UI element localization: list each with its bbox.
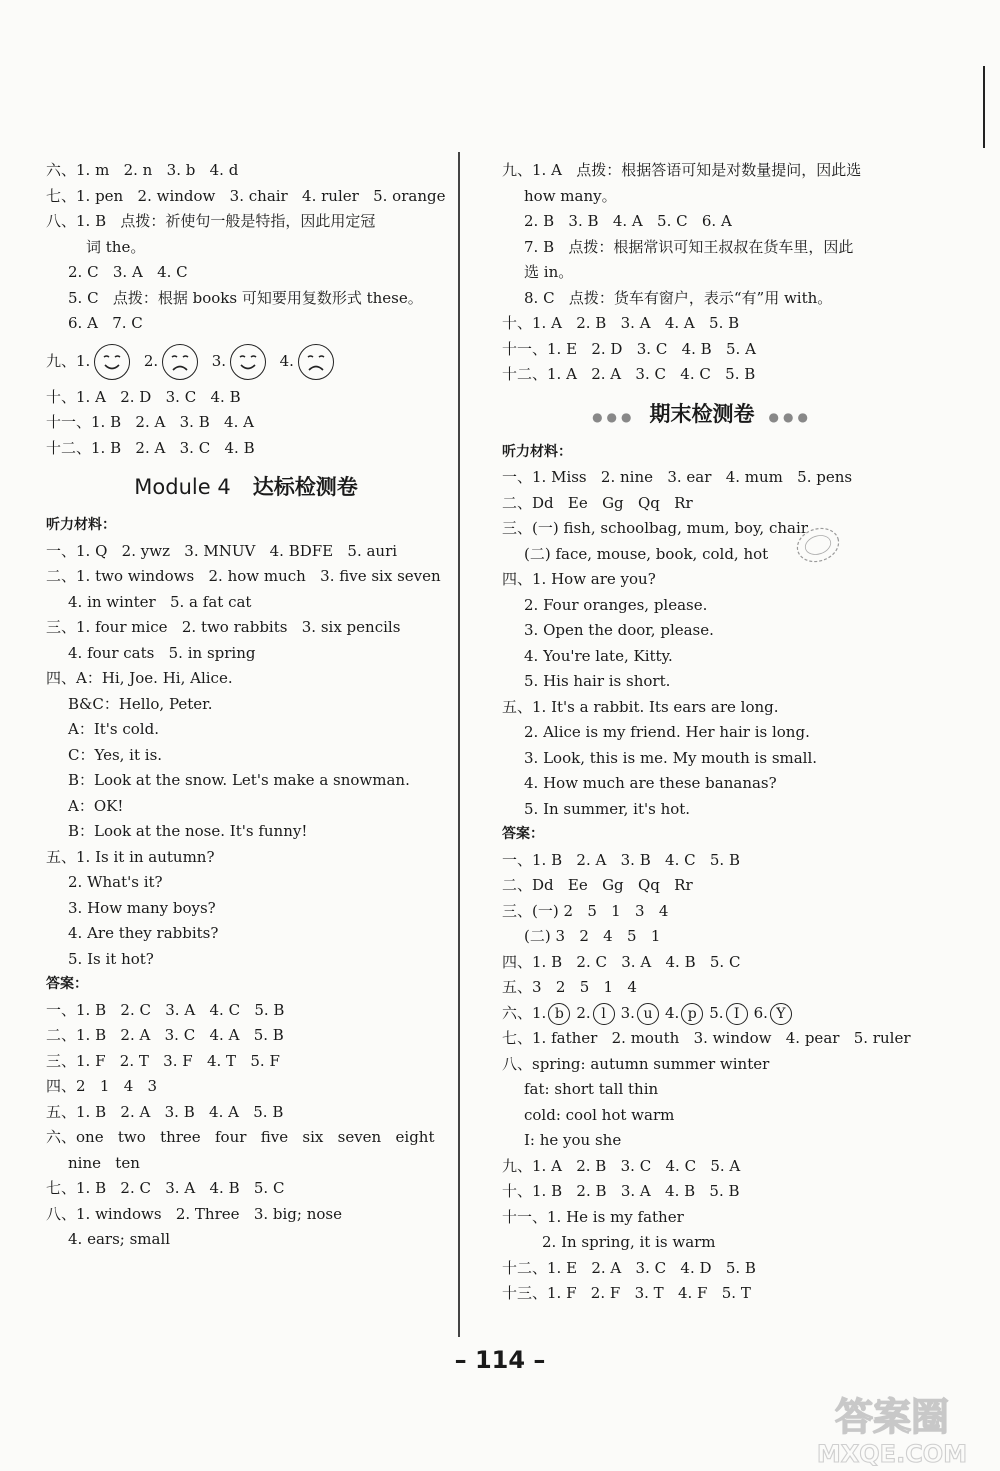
answer-line: B：Look at the snow. Let's make a snowman.: [68, 771, 410, 789]
answer-line: 5. In summer, it's hot.: [524, 799, 691, 818]
answer-line: 五、1. B 2. A 3. B 4. A 5. B: [46, 1102, 284, 1121]
answer-line: 4. Are they rabbits?: [68, 924, 219, 942]
watermark-logo: [790, 1388, 995, 1468]
smiley-face-icon: [230, 344, 266, 380]
circled-letter: p: [681, 1003, 703, 1025]
circled-letter: u: [637, 1003, 659, 1025]
answer-line: 二、Dd Ee Gg Qq Rr: [502, 493, 693, 512]
answer-line: 5. C 点拨：根据 books 可知要用复数形式 these。: [68, 288, 423, 307]
answer-line: B&C：Hello, Peter.: [68, 694, 213, 713]
answer-line: 6. A 7. C: [68, 314, 143, 332]
answer-line: 六、1. m 2. n 3. b 4. d: [46, 161, 239, 179]
answer-line: 3. Look, this is me. My mouth is small.: [524, 748, 818, 767]
answer-line: 5. His hair is short.: [524, 672, 671, 690]
answer-line: 4. You're late, Kitty.: [524, 646, 673, 665]
section-heading-en: Module 4: [134, 475, 231, 499]
answer-line: 2. C 3. A 4. C: [68, 263, 188, 281]
answer-line: 一、1. B 2. A 3. B 4. C 5. B: [502, 850, 740, 869]
answer-line: 2. In spring, it is warm: [542, 1233, 716, 1251]
answer-line: A：OK!: [68, 796, 124, 815]
faces-answer-line: [46, 337, 446, 385]
answer-line: 3. How many boys?: [68, 898, 216, 917]
column-divider: [458, 152, 460, 1337]
answer-line: nine ten: [68, 1153, 140, 1172]
sad-face-icon: [162, 344, 198, 380]
circled-letter: Y: [770, 1003, 792, 1025]
watermark-line1: 答案圈: [834, 1395, 950, 1439]
dots-decoration-icon: ●●●: [768, 409, 812, 424]
section-label: 听力材料：: [502, 443, 572, 460]
answer-line: 十二、1. A 2. A 3. C 4. C 5. B: [502, 365, 756, 383]
answer-line: 八、1. windows 2. Three 3. big; nose: [46, 1204, 342, 1223]
answer-line: I: he you she: [524, 1131, 622, 1149]
answer-line: 十、1. A 2. B 3. A 4. A 5. B: [502, 314, 740, 332]
answer-line: 四、2 1 4 3: [46, 1077, 158, 1095]
answer-line: 十一、1. B 2. A 3. B 4. A: [46, 413, 254, 431]
answer-line: 七、1. pen 2. window 3. chair 4. ruler 5. orange: [46, 186, 446, 205]
answer-line: 十一、1. E 2. D 3. C 4. B 5. A: [502, 339, 756, 358]
answer-line: C：Yes, it is.: [68, 745, 163, 764]
answer-line: 七、1. father 2. mouth 3. window 4. pear 5. ruler: [502, 1029, 911, 1047]
smiley-face-icon: [94, 344, 130, 380]
right-column: [502, 158, 911, 1307]
section-heading: [46, 461, 446, 513]
answer-line: 2. Four oranges, please.: [524, 595, 708, 614]
answer-line: 三、(一) fish, schoolbag, mum, boy, chair: [502, 519, 808, 537]
faces-item-number: 3.: [211, 351, 227, 370]
faces-item-number: 1.: [76, 351, 91, 370]
answer-line: 八、1. B 点拨：祈使句一般是特指，因此用定冠: [46, 212, 376, 230]
answer-line: 3. Open the door, please.: [524, 621, 714, 639]
answer-line: 九、1. A 点拨：根据答语可知是对数量提问，因此选: [502, 161, 862, 179]
circled-letter: I: [726, 1003, 748, 1025]
answer-line: 十二、1. E 2. A 3. C 4. D 5. B: [502, 1258, 756, 1277]
answer-line: 五、1. It's a rabbit. Its ears are long.: [502, 697, 779, 716]
section-heading-cn: 达标检测卷: [252, 475, 358, 499]
answer-line: 五、3 2 5 1 4: [502, 978, 637, 996]
sad-face-icon: [298, 344, 334, 380]
answer-line: 十二、1. B 2. A 3. C 4. B: [46, 438, 255, 457]
answer-line: 词 the。: [86, 237, 146, 256]
binding-mark: [983, 66, 985, 148]
answer-line: 四、1. How are you?: [502, 570, 656, 588]
answer-line: 四、1. B 2. C 3. A 4. B 5. C: [502, 952, 741, 971]
answer-line: 7. B 点拨：根据常识可知王叔叔在货车里，因此: [524, 237, 854, 256]
answer-line: cold: cool hot warm: [524, 1105, 675, 1124]
answer-line: fat: short tall thin: [524, 1080, 659, 1098]
answer-line: 十、1. B 2. B 3. A 4. B 5. B: [502, 1182, 740, 1200]
answer-line: A：It's cold.: [68, 720, 159, 738]
answer-line: 5. Is it hot?: [68, 949, 154, 968]
page-number: – 114 –: [454, 1346, 546, 1374]
answer-line: 九、1. A 2. B 3. C 4. C 5. A: [502, 1156, 741, 1175]
answer-line: 4. four cats 5. in spring: [68, 643, 256, 662]
answer-line: 六、one two three four five six seven eight: [46, 1128, 435, 1146]
answer-line: how many。: [524, 186, 617, 205]
answer-line: 2. What's it?: [68, 873, 163, 891]
answer-line: 4. in winter 5. a fat cat: [68, 592, 252, 611]
faces-item-number: 2.: [143, 351, 159, 370]
answer-line: 选 in。: [524, 263, 574, 281]
left-column: [46, 158, 446, 1253]
answer-line: 三、(一) 2 5 1 3 4: [502, 901, 669, 920]
answer-line: 二、1. two windows 2. how much 3. five six seven: [46, 567, 441, 585]
answer-line: 一、1. Miss 2. nine 3. ear 4. mum 5. pens: [502, 468, 853, 486]
circled-item-number: 3.: [620, 1003, 635, 1022]
answer-line: 七、1. B 2. C 3. A 4. B 5. C: [46, 1179, 285, 1197]
circled-item-number: 1.: [532, 1003, 547, 1022]
answer-line: 十三、1. F 2. F 3. T 4. F 5. T: [502, 1284, 751, 1302]
stamp-icon: [795, 525, 841, 565]
circled-prefix: 六、: [502, 1003, 533, 1022]
answer-line: 八、spring: autumn summer winter: [502, 1054, 770, 1073]
section-heading-cn: 期末检测卷: [649, 401, 755, 426]
dots-decoration-icon: ●●●: [592, 409, 636, 424]
answer-line: 2. B 3. B 4. A 5. C 6. A: [524, 212, 732, 230]
answer-line: 五、1. Is it in autumn?: [46, 847, 215, 866]
answer-line: 一、1. Q 2. ywz 3. MNUV 4. BDFE 5. auri: [46, 541, 398, 560]
circled-item-number: 5.: [709, 1003, 724, 1022]
watermark-line2: MXQE.COM: [816, 1440, 968, 1468]
answer-line: 4. How much are these bananas?: [524, 774, 777, 792]
answer-line: 二、1. B 2. A 3. C 4. A 5. B: [46, 1026, 284, 1044]
answer-line: 十一、1. He is my father: [502, 1207, 684, 1226]
section-label: 听力材料：: [46, 517, 116, 533]
answer-line: 4. ears; small: [68, 1230, 171, 1248]
circled-letter: l: [593, 1003, 615, 1025]
answer-line: 十、1. A 2. D 3. C 4. B: [46, 387, 241, 406]
section-label: 答案：: [502, 826, 544, 842]
section-label: 答案：: [46, 976, 88, 992]
section-heading: [502, 388, 902, 440]
circled-item-number: 2.: [576, 1003, 591, 1022]
answer-line: 2. Alice is my friend. Her hair is long.: [524, 723, 810, 741]
circled-item-number: 6.: [753, 1003, 768, 1022]
answer-line: 二、Dd Ee Gg Qq Rr: [502, 876, 693, 894]
faces-item-number: 4.: [279, 351, 294, 370]
answer-line: 三、1. F 2. T 3. F 4. T 5. F: [46, 1051, 280, 1070]
answer-line: 四、A：Hi, Joe. Hi, Alice.: [46, 669, 233, 687]
answer-line: (二) 3 2 4 5 1: [524, 927, 661, 945]
answer-line: (二) face, mouse, book, cold, hot: [524, 544, 769, 563]
answer-line: 8. C 点拨：货车有窗户，表示“有”用 with。: [524, 288, 833, 307]
circled-item-number: 4.: [664, 1003, 680, 1022]
faces-prefix: 九、: [46, 351, 77, 370]
circled-letter: b: [548, 1003, 570, 1025]
answer-line: 一、1. B 2. C 3. A 4. C 5. B: [46, 1000, 285, 1019]
answer-line: B：Look at the nose. It's funny!: [68, 822, 308, 840]
answer-line: 三、1. four mice 2. two rabbits 3. six pencils: [46, 618, 401, 636]
circled-letters-line: [502, 1001, 902, 1027]
